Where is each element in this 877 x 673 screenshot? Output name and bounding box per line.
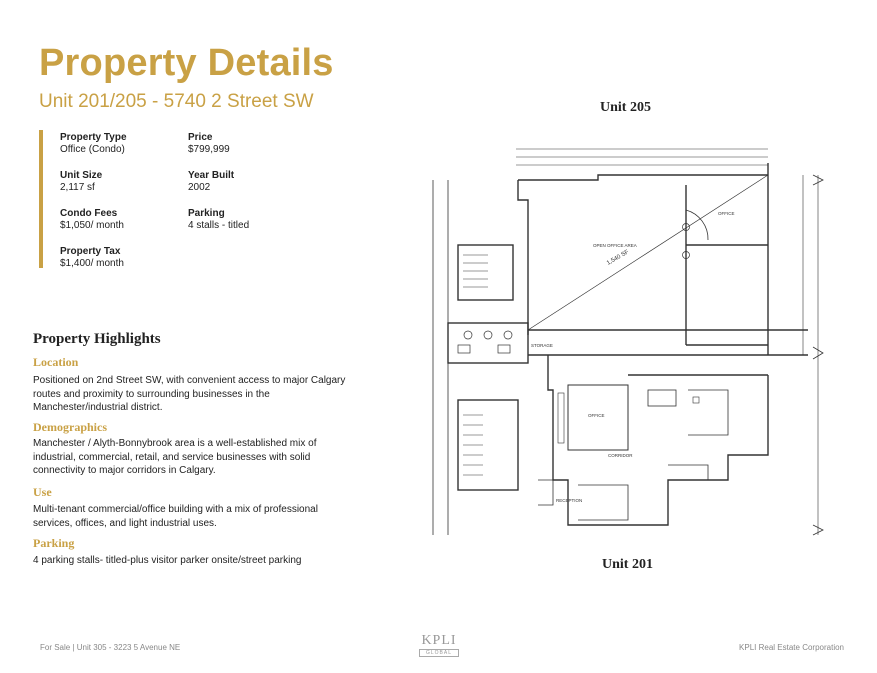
section-body-location: Positioned on 2nd Street SW, with convenient access to major Calgary routes and proximity to surrounding businesses in the Manchester/industrial district. <box>33 375 346 413</box>
logo-main-text: KPLI <box>421 633 457 648</box>
label-office-lower: OFFICE <box>588 413 605 418</box>
detail-value: $1,050/ month <box>60 220 124 231</box>
label-open-office: OPEN OFFICE AREA <box>593 243 637 248</box>
logo-sub-text: GLOBAL <box>419 649 459 657</box>
label-reception: RECEPTION <box>556 498 583 503</box>
unit-201-label: Unit 201 <box>602 557 653 572</box>
detail-property-tax <box>60 246 124 270</box>
kpli-logo <box>419 634 459 657</box>
detail-property-type <box>60 132 127 156</box>
detail-unit-size <box>60 170 102 194</box>
label-office-top: OFFICE <box>718 211 735 216</box>
detail-label: Unit Size <box>60 170 103 181</box>
detail-price <box>188 132 230 156</box>
section-heading-location: Location <box>33 355 79 369</box>
section-heading-use: Use <box>33 485 52 499</box>
property-details-panel <box>39 130 299 268</box>
detail-condo-fees <box>60 208 124 232</box>
label-area: 1,540 SF <box>606 249 631 267</box>
detail-value: 2,117 sf <box>60 182 95 193</box>
floor-plan-drawing <box>428 135 838 545</box>
footer-address: For Sale | Unit 305 - 3223 5 Avenue NE <box>40 643 181 652</box>
page-subtitle: Unit 201/205 - 5740 2 Street SW <box>39 91 314 112</box>
detail-value: 2002 <box>188 182 211 193</box>
label-corridor: CORRIDOR <box>608 453 633 458</box>
section-body-use: Multi-tenant commercial/office building with a mix of professional services, offices, and light industrial uses. <box>33 504 318 529</box>
detail-label: Year Built <box>188 170 235 181</box>
detail-value: $799,999 <box>188 144 230 155</box>
section-heading-parking: Parking <box>33 536 75 550</box>
page-title: Property Details <box>39 42 334 84</box>
highlights-title: Property Highlights <box>33 331 161 347</box>
detail-label: Property Tax <box>60 246 121 257</box>
footer-company: KPLI Real Estate Corporation <box>739 643 844 652</box>
detail-label: Parking <box>188 208 225 219</box>
detail-value: $1,400/ month <box>60 258 124 269</box>
section-body-demographics: Manchester / Alyth-Bonnybrook area is a well-established mix of industrial, commercial, retail, and service businesses with solid connectivity to major corridors in Calgary. <box>33 438 317 476</box>
label-storage: STORAGE <box>531 343 553 348</box>
detail-value: Office (Condo) <box>60 144 125 155</box>
detail-label: Property Type <box>60 132 127 143</box>
detail-label: Price <box>188 132 213 143</box>
detail-value: 4 stalls - titled <box>188 220 250 231</box>
section-heading-demographics: Demographics <box>33 420 107 434</box>
unit-205-label: Unit 205 <box>600 100 651 115</box>
detail-year-built <box>188 170 234 194</box>
section-body-parking: 4 parking stalls- titled-plus visitor parker onsite/street parking <box>33 555 302 566</box>
detail-parking <box>188 208 249 232</box>
detail-label: Condo Fees <box>60 208 118 219</box>
